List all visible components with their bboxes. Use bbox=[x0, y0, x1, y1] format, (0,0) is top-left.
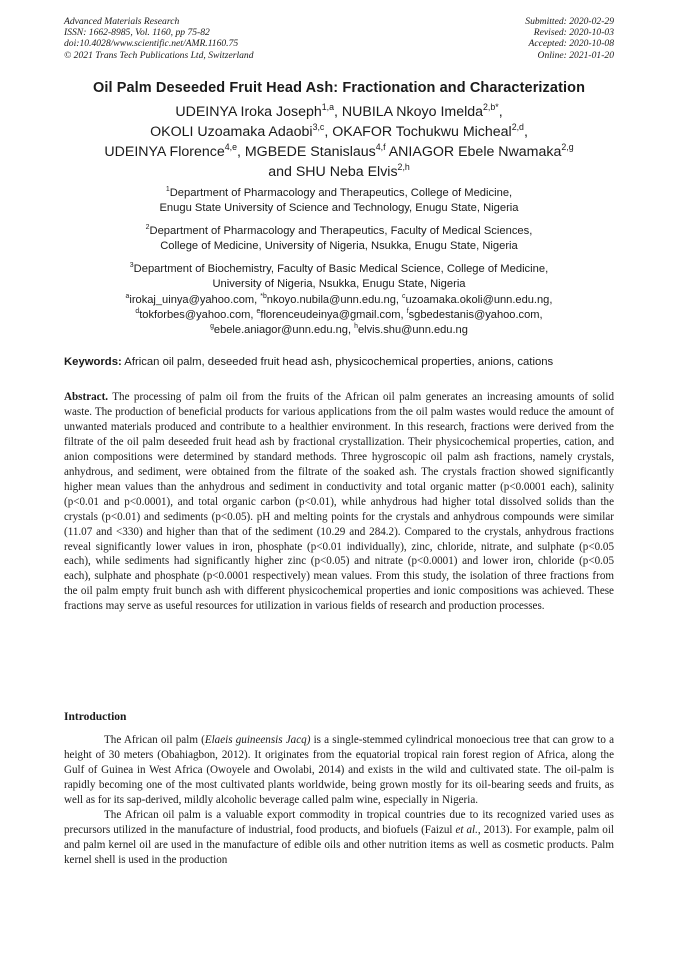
author-line: OKOLI Uzoamaka Adaobi$^{3,c}$, OKAFOR Tochukwu Micheal$^{2,d}$, bbox=[150, 121, 528, 140]
email-link[interactable]: sgbedestanis@yahoo.com bbox=[408, 309, 540, 321]
paragraph bbox=[64, 733, 614, 808]
email-link[interactable]: florenceudeinya@gmail.com bbox=[260, 309, 401, 321]
affiliation-list bbox=[0, 186, 678, 300]
email-sup: d bbox=[135, 307, 140, 315]
abstract-text: The processing of palm oil from the fruits of the African oil palm generates an increasing amounts of solid waste. The production of beneficial products for various applications from the oil palm wastes would reduce the amount of unwanted materials produced and contribute to a healthier environment. In this research, fractions were derived from the filtrate of the oil palm deseeded fruit head ash by fractional crystallization. Their physicochemical properties, cation, and anion compositions were determined by standard methods. Three hygroscopic oil palm ash fractions, namely crystals, anhydrous, and sediment, were obtained from the filtrate of the soaked ash. The crystals fraction showed significantly higher mean values than the anhydrous and sediment in conductivity and total organic matter (p<0.0001 each), salinity (p<0.01 and p<0.0001), and total organic carbon (p<0.01), while anhydrous had higher total dissolved solids than the crystals (p<0.01) and sediments (p<0.05). pH and melting points for the crystals and anhydrous compounds were similar (11.07 and <330) and higher than that of the sediment (10.29 and 284.2). Compared to the crystals, anhydrous fractions reveal significantly lower values in iron, phosphate (p<0.01 individually), zinc, chloride, nitrate, and sulphate (p<0.05 each), while sediments had significantly higher zinc (p<0.05) and nitrate (p<0.0001) and lower iron, chloride (p<0.05 each), sulphate and phosphate (p<0.0001 respectively) mean values. From this study, the isolation of three fractions from the oil palm empty fruit bunch ash with different physicochemical properties and ionic compositions was achieved. These fractions may serve as useful resources for utilization in various fields of research and production processes. bbox=[64, 391, 615, 613]
paragraph-text: The African oil palm ( bbox=[104, 734, 205, 746]
affiliation-number: 3 bbox=[129, 261, 134, 269]
email-sup: g bbox=[210, 322, 214, 330]
affiliation-line: Department of Biochemistry, Faculty of Basic Medical Science, College of Medicine, bbox=[133, 263, 549, 275]
species-name: Elaeis guineensis Jacq) bbox=[204, 734, 311, 746]
affiliation-line: University of Nigeria, Nsukka, Enugu State, Nigeria bbox=[212, 278, 466, 290]
email-link[interactable]: uzoamaka.okoli@unn.edu.ng bbox=[405, 294, 550, 306]
author-sup: 3,c bbox=[312, 121, 325, 132]
affiliation-line: Enugu State University of Science and Technology, Enugu State, Nigeria bbox=[159, 202, 519, 214]
author-name: MGBEDE Stanislaus bbox=[244, 144, 376, 160]
email-sup: h bbox=[354, 322, 358, 330]
abstract-label: Abstract. bbox=[64, 391, 109, 403]
affiliation-line: College of Medicine, University of Nigeria, Nsukka, Enugu State, Nigeria bbox=[160, 240, 518, 252]
author-line: UDEINYA Florence$^{4,e}$, MGBEDE Stanislaus$^{4,f}$ ANIAGOR Ebele Nwamaka$^{2,g}$ bbox=[104, 141, 574, 160]
author-line: and SHU Neba Elvis$^{2,h}$ bbox=[268, 161, 410, 180]
author-name: OKAFOR Tochukwu Micheal bbox=[332, 124, 512, 140]
email-sup: e bbox=[256, 307, 261, 315]
date-online: Online: 2021-01-20 bbox=[537, 49, 614, 61]
author-name: ANIAGOR Ebele Nwamaka bbox=[388, 144, 562, 160]
author-name: SHU Neba Elvis bbox=[295, 164, 398, 180]
email-sup: a bbox=[125, 292, 130, 300]
section-heading-introduction: Introduction bbox=[64, 711, 127, 723]
affiliation bbox=[0, 224, 678, 254]
author-sup: 2,d bbox=[511, 121, 524, 132]
email-sup: *b bbox=[260, 292, 267, 300]
email-link[interactable]: irokaj_uinya@yahoo.com bbox=[129, 294, 255, 306]
email-link[interactable]: nkoyo.nubila@unn.edu.ng bbox=[266, 294, 396, 306]
author-list bbox=[0, 102, 678, 182]
affiliation-number: 1 bbox=[165, 185, 170, 193]
dates-header bbox=[525, 16, 614, 61]
keywords bbox=[64, 356, 620, 368]
author-sup: 2,b* bbox=[483, 101, 499, 112]
paragraph-text: is a single-stemmed cylindrical monoecious tree that can grow to a height of 30 meters (Obahiagbon, 2012). It originates from the equatorial tropical rain forest region of Africa, along the Gulf of Guinea in West Africa (Owoyele and Owolabi, 2014) and exists in the wild and cultivated state. The oil-palm is rapidly becoming one of the most cultivated plants worldwide, being grown mostly for its oil-bearing seeds and fruits, as well as for its sap-derived, mildly alcoholic beverage called palm wine, especially in Nigeria. bbox=[64, 734, 614, 806]
affiliation-line: Department of Pharmacology and Therapeutics, College of Medicine, bbox=[169, 187, 513, 199]
abstract bbox=[64, 390, 614, 614]
author-name: OKOLI Uzoamaka Adaobi bbox=[150, 124, 313, 140]
author-name: UDEINYA Florence bbox=[104, 144, 225, 160]
journal-header bbox=[64, 16, 254, 61]
affiliation-number: 2 bbox=[145, 223, 150, 231]
keywords-label: Keywords: bbox=[64, 356, 122, 368]
introduction-body bbox=[64, 733, 614, 868]
email-link[interactable]: ebele.aniagor@unn.edu.ng bbox=[213, 324, 348, 336]
et-al: et al. bbox=[455, 823, 478, 836]
paragraph-text: The African oil palm is a valuable export commodity in tropical countries due to its recognized varied uses as precursors utilized in the manufacture of industrial, food products, and biofuels (Faizul bbox=[64, 808, 614, 836]
paragraph bbox=[64, 808, 614, 868]
date-submitted: Submitted: 2020-02-29 bbox=[525, 16, 614, 27]
journal-name: Advanced Materials Research bbox=[64, 16, 180, 27]
author-name: NUBILA Nkoyo Imelda bbox=[341, 104, 484, 120]
author-name: UDEINYA Iroka Joseph bbox=[175, 104, 322, 120]
email-sup: c bbox=[402, 292, 406, 300]
journal-copyright: © 2021 Trans Tech Publications Ltd, Switzerland bbox=[64, 49, 254, 61]
author-sup: 2,g bbox=[561, 141, 574, 152]
email-link[interactable]: tokforbes@yahoo.com bbox=[139, 309, 251, 321]
author-sup: 4,e bbox=[224, 141, 237, 152]
email-sup: f bbox=[406, 307, 409, 315]
keywords-text: African oil palm, deseeded fruit head ash, physicochemical properties, anions, cations bbox=[124, 356, 554, 368]
author-sup: 1,a bbox=[321, 101, 334, 112]
affiliation bbox=[0, 262, 678, 292]
author-sup: 4,f bbox=[375, 141, 386, 152]
date-accepted: Accepted: 2020-10-08 bbox=[528, 38, 614, 50]
paragraph-text: , 2013). For example, palm oil and palm kernel oil are used in the manufacture of edible oils and other nutrition items as well as cosmetic products. Palm kernel shell is used in the production bbox=[64, 823, 615, 866]
journal-issn: ISSN: 1662-8985, Vol. 1160, pp 75-82 bbox=[64, 27, 210, 39]
author-sup: 2,h bbox=[397, 161, 410, 172]
affiliation-line: Department of Pharmacology and Therapeutics, Faculty of Medical Sciences, bbox=[149, 225, 533, 237]
paper-title: Oil Palm Deseeded Fruit Head Ash: Fractionation and Characterization bbox=[92, 80, 586, 96]
email-link[interactable]: elvis.shu@unn.edu.ng bbox=[357, 324, 468, 336]
affiliation bbox=[0, 186, 678, 216]
journal-doi: doi:10.4028/www.scientific.net/AMR.1160.75 bbox=[64, 38, 239, 50]
date-revised: Revised: 2020-10-03 bbox=[533, 27, 614, 39]
email-list: $^a$irokaj_uinya@yahoo.com, $^{*b}$nkoyo.nubila@unn.edu.ng, $^c$uzoamaka.okoli@unn.edu.ng, $^d$tokforbes@yahoo.com, $^e$florenceudeinya@gmail.com, $^f$sgbedestanis@yahoo.com, $^g$ebele.aniagor@unn.edu.ng, $^h$elvis.shu@unn.edu.ng bbox=[125, 292, 553, 336]
author-line: UDEINYA Iroka Joseph$^{1,a}$, NUBILA Nkoyo Imelda$^{2,b*}$, bbox=[175, 101, 503, 120]
